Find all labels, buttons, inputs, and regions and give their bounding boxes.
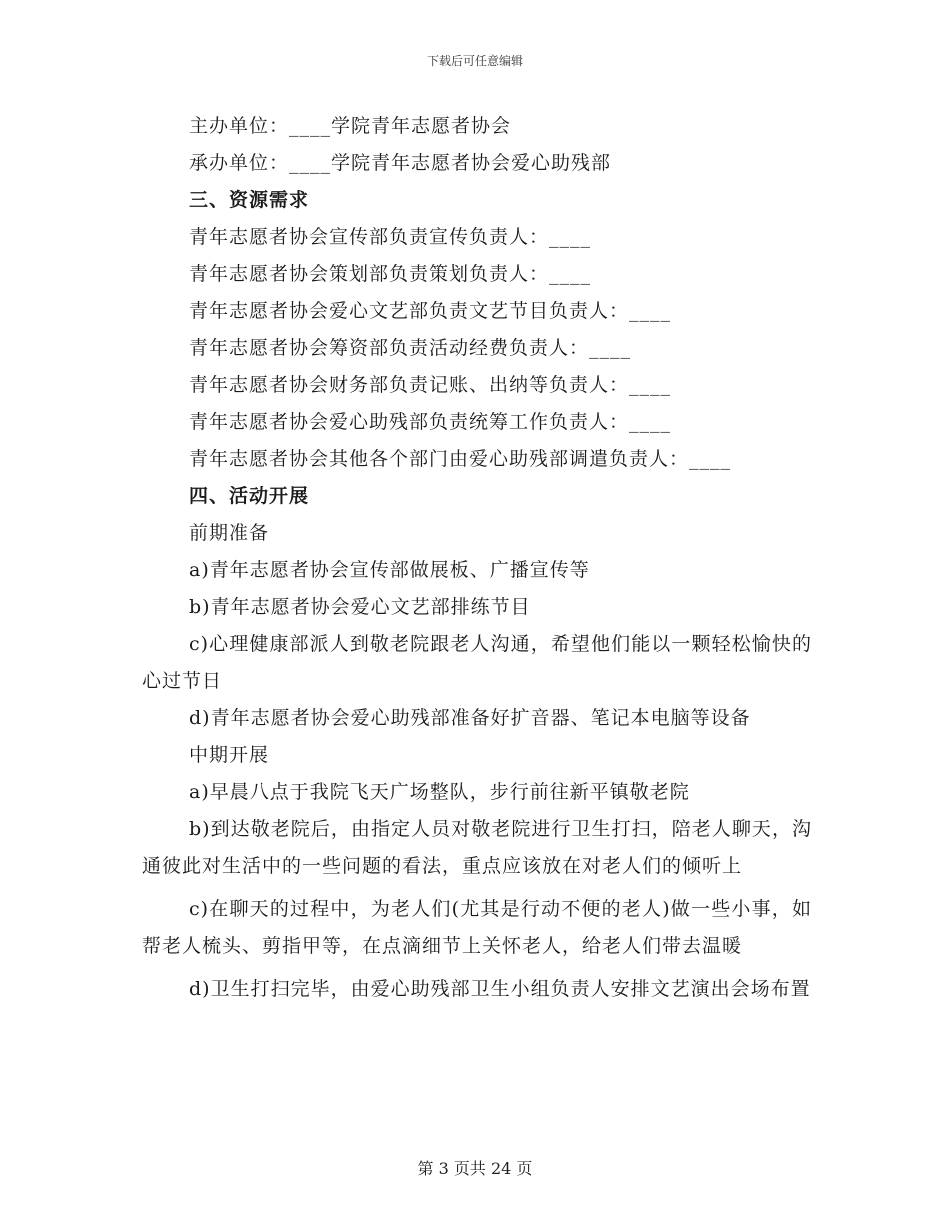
subheading-preparation: 前期准备 bbox=[189, 522, 270, 544]
resource-item: 青年志愿者协会宣传部负责宣传负责人：____ bbox=[189, 226, 592, 248]
page-footer: 第 3 页共 24 页 bbox=[417, 1159, 533, 1178]
resource-item: 青年志愿者协会策划部负责策划负责人：____ bbox=[189, 263, 592, 285]
resource-item: 青年志愿者协会爱心文艺部负责文艺节目负责人：____ bbox=[189, 300, 672, 322]
prep-item: a)青年志愿者协会宣传部做展板、广播宣传等 bbox=[189, 559, 590, 581]
page-header: 下载后可任意编辑 bbox=[426, 54, 523, 68]
mid-item: b)到达敬老院后，由指定人员对敬老院进行卫生打扫，陪老人聊天，沟通彼此对生活中的一些问题的看法，重点应该放在对老人们的倾听上 bbox=[142, 818, 812, 877]
resource-item: 青年志愿者协会其他各个部门由爱心助残部调遣负责人：____ bbox=[189, 448, 732, 470]
mid-item: c)在聊天的过程中，为老人们(尤其是行动不便的老人)做一些小事，如帮老人梳头、剪指甲等，在点滴细节上关怀老人，给老人们带去温暖 bbox=[142, 898, 812, 957]
prep-item: c)心理健康部派人到敬老院跟老人沟通，希望他们能以一颗轻松愉快的心过节日 bbox=[142, 633, 812, 692]
subheading-midterm: 中期开展 bbox=[189, 744, 270, 766]
co-organizer-line: 承办单位：____学院青年志愿者协会爱心助残部 bbox=[189, 152, 612, 174]
organizer-line: 主办单位：____学院青年志愿者协会 bbox=[189, 115, 512, 137]
resource-item: 青年志愿者协会筹资部负责活动经费负责人：____ bbox=[189, 337, 632, 359]
prep-item: b)青年志愿者协会爱心文艺部排练节目 bbox=[189, 596, 531, 618]
prep-item: d)青年志愿者协会爱心助残部准备好扩音器、笔记本电脑等设备 bbox=[189, 707, 751, 729]
section-heading-activities: 四、活动开展 bbox=[189, 485, 310, 507]
section-heading-resources: 三、资源需求 bbox=[189, 189, 310, 211]
resource-item: 青年志愿者协会爱心助残部负责统筹工作负责人：____ bbox=[189, 411, 672, 433]
mid-item: d)卫生打扫完毕，由爱心助残部卫生小组负责人安排文艺演出会场布置 bbox=[189, 978, 811, 1000]
document-body bbox=[142, 108, 812, 1008]
resource-item: 青年志愿者协会财务部负责记账、出纳等负责人：____ bbox=[189, 374, 672, 396]
mid-item: a)早晨八点于我院飞天广场整队，步行前往新平镇敬老院 bbox=[189, 781, 690, 803]
